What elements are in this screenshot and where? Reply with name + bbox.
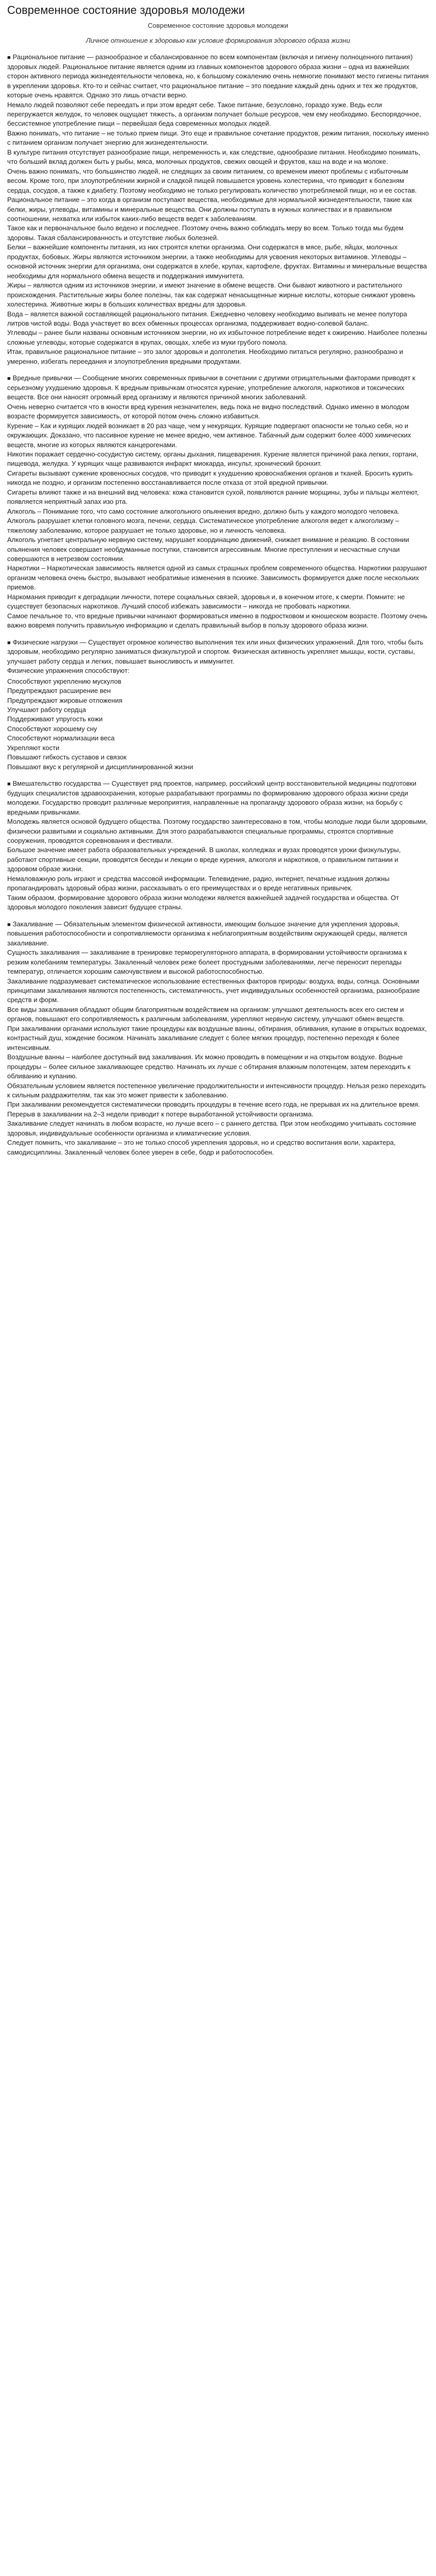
section-lead-paragraph: [7, 53, 429, 100]
section-hardening: [7, 920, 429, 1157]
paragraph: [7, 874, 429, 893]
paragraph: [7, 1138, 429, 1157]
paragraph-text: Рациональное питание – это когда в организм поступают вещества, необходимые для нормальной жизнедеятельности, такие как белки, жиры, углеводы, витамины и минеральные вещества. Они должны поступать в нужных количествах и в правильном соотношении, нехватка или избыток каких-либо веществ ведет к заболеваниям.: [7, 196, 412, 223]
paragraph: [7, 817, 429, 845]
paragraph: [7, 592, 429, 612]
paragraph-text: Курение – Как и курящих людей возникает в 20 раз чаще, чем у некурящих. Курящие подвергают опасности не только себя, но и окружающих. Доказано, что пассивное курение не менее вредно, чем активное. Табачный дым содержит более 4000 химических веществ, многие из которых являются канцерогенами.: [7, 421, 411, 449]
page-subtitle: Современное состояние здоровья молодежи: [148, 22, 288, 30]
list-item: Повышают гибкость суставов и связок: [7, 753, 127, 761]
paragraph-text: Воздушные ванны – наиболее доступный вид закаливания. Их можно проводить в помещении и на открытом воздухе. Водные процедуры – более сильное закаливающее средство. Начинать их лучше с обтирания влажным полотенцем, затем переходить к обливанию и купанию.: [7, 1053, 411, 1080]
paragraph: [7, 129, 429, 148]
paragraph-text: Очень важно понимать, что большинство людей, не следящих за своим питанием, со временем имеют проблемы с избыточным весом. Кроме того, при злоупотреблении жирной и сладкой пищей повышается уровень холестерина, что приводит к болезням сердца, сосудов, а также к диабету. Поэтому необходимо не только регулировать количество употребляемой пищи, но и ее состав.: [7, 167, 417, 194]
paragraph: [7, 421, 429, 450]
paragraph-text: Обязательным условием является постепенное увеличение продолжительности и интенсивности процедур. Нельзя резко переходить к сильным раздражителям, так как это может привести к заболеванию.: [7, 1081, 426, 1099]
section-lead-paragraph: [7, 920, 429, 948]
paragraph: [7, 1119, 429, 1138]
paragraph-text: Таким образом, формирование здорового образа жизни молодежи является важнейшей задачей государства и общества. От здоровья молодого поколения зависит будущее страны.: [7, 893, 399, 911]
list-item: Способствуют хорошему сну: [7, 724, 97, 733]
paragraph: [7, 167, 429, 195]
paragraph-text: Алкоголь угнетает центральную нервную систему, нарушает координацию движений, снижает внимание и реакцию. В состоянии опьянения человек совершает необдуманные поступки, становится агрессивным. Многие преступления и несчастные случаи совершаются в нетрезвом состоянии.: [7, 536, 409, 563]
paragraph: [7, 535, 429, 564]
page-title: Современное состояние здоровья молодежи: [7, 4, 245, 16]
section-state-role: [7, 779, 429, 912]
section-lead-paragraph: [7, 779, 429, 817]
paragraph-text: Сигареты влияют также и на внешний вид человека: кожа становится сухой, появляются ранние морщины, зубы и пальцы желтеют, появляется неприятный запах изо рта.: [7, 488, 419, 506]
paragraph: [7, 281, 429, 309]
paragraph: [7, 845, 429, 874]
paragraph: [7, 469, 429, 488]
list-item: Укрепляют кости: [7, 743, 60, 752]
intro-text: Личное отношение к здоровью как условие формирования здорового образа жизни: [85, 36, 351, 44]
paragraph: [7, 1024, 429, 1053]
paragraph-text: Углеводы – ранее были названы основным источником энергии, но их избыточное потребление ведет к ожирению. Наиболее полезны сложные углеводы, которые содержатся в крупах, овощах, хлебе из муки грубого помола.: [7, 329, 427, 346]
paragraph-text: Жиры – являются одним из источников энергии, и имеют значение в обмене веществ. Они бывают животного и растительного происхождения. Растительные жиры более полезны, так как содержат ненасыщенные жирные кислоты, которые снижают уровень холестерина. Животные жиры в больших количествах вредны для здоровья.: [7, 281, 415, 309]
section-bullet-icon: ■: [7, 55, 11, 61]
paragraph: [7, 977, 429, 1005]
paragraph: [7, 100, 429, 129]
paragraph-text: Важно понимать, что питание – не только прием пищи. Это еще и правильное сочетание продуктов, режим питания, поскольку именно с питанием организм получает энергию для жизнедеятельности.: [7, 129, 429, 147]
section-bullet-icon: ■: [7, 376, 11, 382]
list-item: Способствуют укреплению мускулов: [7, 677, 121, 685]
paragraph-text: Закаливание — Обязательным элементом физической активности, имеющим большое значение для укрепления здоровья, повышения работоспособности и сопротивляемости организма к неблагоприятным воздействиям окружающей среды, является закаливание.: [7, 920, 408, 947]
paragraph: [7, 1005, 429, 1024]
paragraph-text: Немало людей позволяют себе переедать и при этом вредят себе. Такое питание, безусловно, гораздо хуже. Ведь если перегружается желудок, то человек ощущает тяжесть, а организм получает больше ресурсов, чем ему необходимо. Беспорядочное, бессистемное употребление пищи – первейшая беда современных молодых людей.: [7, 100, 421, 128]
paragraph: [7, 310, 429, 329]
list-item: Поддерживают упругость кожи: [7, 715, 103, 723]
paragraph: [7, 666, 429, 675]
section-lead-paragraph: [7, 638, 429, 667]
paragraph: [7, 1081, 429, 1100]
paragraph-text: Вмешательство государства — Существует ряд проектов, например, российский центр восстановительной медицины подготовки будущих специалистов здравоохранения, которые разрабатывают программы по формированию здорового образа жизни среди молодежи. Государство проводит различные мероприятия, направленные на пропаганду здорового образа жизни, на борьбу с вредными привычками.: [7, 779, 416, 816]
paragraph-text: Наркомания приводит к деградации личности, потере социальных связей, здоровья и, в конечном итоге, к смерти. Помните: не существует безопасных наркотиков. Лучший способ избежать зависимости – никогда не пробовать наркотики.: [7, 592, 405, 611]
paragraph: [7, 224, 429, 243]
paragraph-text: Молодежь является основой будущего общества. Поэтому государство заинтересовано в том, чтобы молодые люди были здоровыми, физически развитыми и социально активными. Для этого разрабатываются специальные программы, строятся спортивные сооружения, проводятся соревнования и фестивали.: [7, 818, 428, 845]
paragraph-text: Большое значение имеет работа образовательных учреждений. В школах, колледжах и вузах проводятся уроки физкультуры, работают спортивные секции, проводятся беседы и лекции о вреде курения, алкоголя и наркотиков, о правильном питании и здоровом образе жизни.: [7, 846, 401, 873]
paragraph: [7, 564, 429, 592]
paragraph-text: Итак, правильное рациональное питание – это залог здоровья и долголетия. Необходимо питаться регулярно, разнообразно и умеренно, избегать переедания и злоупотребления вредными продуктами.: [7, 348, 404, 365]
paragraph-text: В культуре питания отсутствует разнообразие пищи, непременность и, как следствие, однообразие питания. Необходимо понимать, что больший вклад должен быть у рыбы, мяса, молочных продуктов, свежих овощей и фруктов, каш на воде и на молоке.: [7, 148, 421, 166]
paragraph: [7, 328, 429, 347]
paragraph: [7, 507, 429, 535]
paragraph-text: Закаливание подразумевает систематическое использование естественных факторов природы: воздуха, воды, солнца. Основными принципами закаливания являются постепенность, систематичность, учет индивидуальных особенностей организма, разнообразие средств и форм.: [7, 977, 420, 1004]
paragraph: [7, 450, 429, 469]
section-bullet-icon: ■: [7, 921, 11, 928]
paragraph-text: Белки – важнейшие компоненты питания, из них строятся клетки организма. Они содержатся в мясе, рыбе, яйцах, молочных продуктах, бобовых. Жиры являются источником энергии, а также необходимы для усвоения некоторых витаминов. Углеводы – основной источник энергии для организма, они содержатся в хлебе, крупах, картофеле, фруктах. Витамины и минеральные вещества необходимы для нормального обмена веществ и поддержания иммунитета.: [7, 243, 427, 280]
paragraph-text: Сигареты вызывают сужение кровеносных сосудов, что приводит к ухудшению кровоснабжения органов и тканей. Бросить курить никогда не поздно, и организм постепенно восстанавливается после отказа от этой вредной привычки.: [7, 469, 413, 487]
paragraph-text: Вода – является важной составляющей рационального питания. Ежедневно человеку необходимо выпивать не менее полутора литров чистой воды. Вода участвует во всех обменных процессах организма, поддерживает водно-солевой баланс.: [7, 310, 407, 327]
paragraph-text: При закаливании рекомендуется систематически проводить процедуры в течение всего года, не прерывая их на длительное время. Перерыв в закаливании на 2–3 недели приводит к потере выработанной устойчивости организма.: [7, 1100, 420, 1118]
paragraph-text: При закаливании органами используют такие процедуры как воздушные ванны, обтирания, обливания, купание в открытых водоемах, контрастный душ, хождение босиком. Начинать закаливание следует с более мягких процедур, постепенно переходя к более интенсивным.: [7, 1024, 427, 1052]
section-bad-habits: [7, 374, 429, 630]
paragraph: [7, 948, 429, 976]
paragraph-text: Самое печальное то, что вредные привычки начинают формироваться именно в подростковом и юношеском возрасте. Поэтому очень важно вовремя получить правильную информацию и сделать правильный выбор в пользу здорового образа жизни.: [7, 612, 428, 630]
paragraph: [7, 347, 429, 366]
section-physical-activity: [7, 638, 429, 772]
document-body: [7, 53, 429, 1157]
paragraph: [7, 612, 429, 631]
section-bullet-icon: ■: [7, 639, 11, 646]
list-item: Способствуют нормализации веса: [7, 734, 115, 742]
paragraph: [7, 1053, 429, 1081]
paragraph-text: Наркотики – Наркотическая зависимость является одной из самых страшных проблем современного общества. Наркотики разрушают организм человека очень быстро, вызывают необратимые изменения в психике. Зависимость формируется даже после нескольких приемов.: [7, 564, 427, 591]
paragraph-text: Никотин поражает сердечно-сосудистую систему, органы дыхания, пищеварения. Курение является причиной рака легких, гортани, пищевода, желудка. У курящих чаще развиваются инфаркт миокарда, инсульт, хронический бронхит.: [7, 450, 418, 468]
paragraph: [7, 148, 429, 167]
paragraph-text: Немаловажную роль играют и средства массовой информации. Телевидение, радио, интернет, печатные издания должны пропагандировать здоровый образ жизни, рассказывать о его преимуществах и о вреде негативных привычек.: [7, 874, 390, 892]
paragraph-text: Очень неверно считается что в юности вред курения незначителен, ведь пока не видно последствий. Однако именно в молодом возрасте формируется зависимость, от которой потом очень сложно избавиться.: [7, 402, 409, 420]
list-item: Улучшают работу сердца: [7, 705, 86, 714]
document-page: [0, 0, 436, 1177]
paragraph-text: Такое как и первоначальное было ведено и последнее. Поэтому очень важно соблюдать меру во всем. Только тогда мы будем здоровы. Такая сбалансированность и отсутствие любых болезней.: [7, 224, 404, 242]
benefits-list: [7, 677, 429, 772]
paragraph-text: Сущность закаливания — закаливание в тренировке терморегуляторного аппарата, в формировании устойчивости организма к резким колебаниям температуры. Закаленный человек реже болеет простудными заболеваниями, легче переносит перепады температур, отличается хорошим самочувствием и высокой работоспособностью.: [7, 948, 407, 976]
section-nutrition: [7, 53, 429, 366]
paragraph-text: Физические нагрузки — Существует огромное количество выполнения тех или иных физических упражнений. Для того, чтобы быть здоровым, необходимо регулярно заниматься физкультурой и спортом. Физическая активность укрепляет мышцы, кости, суставы, улучшает работу сердца и легких, повышает выносливость и иммунитет.: [7, 638, 424, 665]
list-item: Предупреждают расширение вен: [7, 687, 111, 695]
paragraph-text: Закаливание следует начинать в любом возрасте, но лучше всего – с раннего детства. При этом необходимо учитывать состояние здоровья, индивидуальные особенности организма и климатические условия.: [7, 1120, 416, 1137]
paragraph-text: Алкоголь – Понимание того, что само состояние алкогольного опьянения вредно, должно быть у каждого молодого человека. Алкоголь разрушает клетки головного мозга, печени, сердца. Систематическое употребление алкоголя ведет к алкоголизму – тяжелому заболеванию, которое разрушает не только здоровье, но и личность человека.: [7, 507, 399, 534]
paragraph-text: Вредные привычки — Сообщение многих современных привычки в сочетании с другими отрицательными факторами приводят к серьезному ухудшению здоровья. К вредным привычкам относятся курение, употребление алкоголя, наркотиков и токсических веществ. Все они наносят огромный вред организму и являются причиной многих заболеваний.: [7, 374, 415, 401]
section-bullet-icon: ■: [7, 781, 11, 788]
list-item: Предупреждают жировые отложения: [7, 696, 123, 704]
section-lead-paragraph: [7, 374, 429, 402]
paragraph-text: Следует помнить, что закаливание – это не только способ укрепления здоровья, но и средство воспитания воли, характера, самодисциплины. Закаленный человек более уверен в себе, бодр и работоспособен.: [7, 1139, 396, 1156]
paragraph-text: Все виды закаливания обладают общим благоприятным воздействием на организм: улучшают деятельность всех его систем и органов, повышают его сопротивляемость к различным заболеваниям, укрепляют нервную систему, улучшают обмен веществ.: [7, 1005, 405, 1023]
paragraph: [7, 195, 429, 224]
list-item: Повышают вкус к регулярной и дисциплинированной жизни: [7, 762, 194, 771]
paragraph: [7, 1100, 429, 1119]
paragraph-text: Рациональное питание — разнообразное и сбалансированное по всем компонентам (включая и гигиену полноценного питания) здоровых людей. Рациональное питание является одним из главных компонентов здорового образа жизни – одна из важнейших сторон активного периода жизнедеятельности человека, но, к большому сожалению очень немногие понимают место гигиены питания в укреплении здоровья. Кто-то и сейчас считает, что рациональное питание – это поедание каждый день одних и тех же продуктов, которые очень нравятся. Однако это лишь отчасти верно.: [7, 53, 429, 99]
paragraph-text: Физические упражнения способствуют:: [7, 667, 130, 675]
paragraph: [7, 402, 429, 421]
paragraph: [7, 893, 429, 912]
paragraph: [7, 243, 429, 281]
paragraph: [7, 488, 429, 507]
